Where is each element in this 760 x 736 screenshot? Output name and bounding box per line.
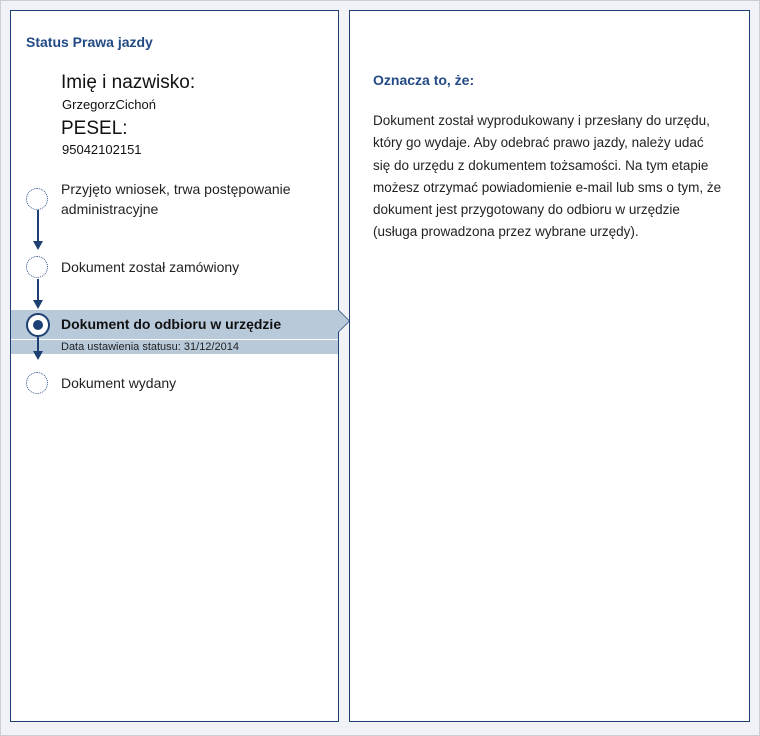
status-panel: [10, 10, 339, 722]
arrow-down-icon: [33, 300, 43, 309]
timeline-connector: [37, 210, 39, 242]
step-circle-icon: [26, 188, 48, 210]
timeline-connector: [37, 337, 39, 351]
step-circle-icon: [26, 256, 48, 278]
name-value: GrzegorzCichoń: [62, 97, 156, 112]
timeline-connector: [37, 279, 39, 300]
arrow-down-icon: [33, 241, 43, 250]
arrow-down-icon: [33, 351, 43, 360]
pointer-icon: [338, 310, 349, 332]
step-label: Dokument wydany: [61, 375, 177, 391]
active-step-icon: [26, 313, 50, 337]
details-panel: [349, 10, 750, 722]
name-label: Imię i nazwisko:: [61, 72, 196, 93]
step-circle-icon: [26, 372, 48, 394]
pesel-value: 95042102151: [62, 142, 142, 157]
pesel-label: PESEL:: [61, 118, 128, 139]
step-label: Dokument został zamówiony: [61, 259, 240, 275]
status-date: Data ustawienia statusu: 31/12/2014: [61, 341, 239, 353]
details-title: Oznacza to, że:: [373, 72, 475, 88]
divider: [11, 339, 338, 340]
panel-title: Status Prawa jazdy: [26, 34, 153, 50]
status-description: Dokument został wyprodukowany i przesłany do urzędu, który go wydaje. Aby odebrać prawo jazdy, należy udać się do urzędu z dokumentem tożsamości. Na tym etapie możesz otrzymać powiadomienie e-mail lub sms o tym, że dokument jest przygotowany do odbioru w urzędzie (usługa prowadzona przez wybrane urzędy).: [373, 113, 722, 240]
step-label: Przyjęto wniosek, trwa postępowanie administracyjne: [61, 181, 291, 217]
active-step-label: Dokument do odbioru w urzędzie: [61, 316, 282, 332]
